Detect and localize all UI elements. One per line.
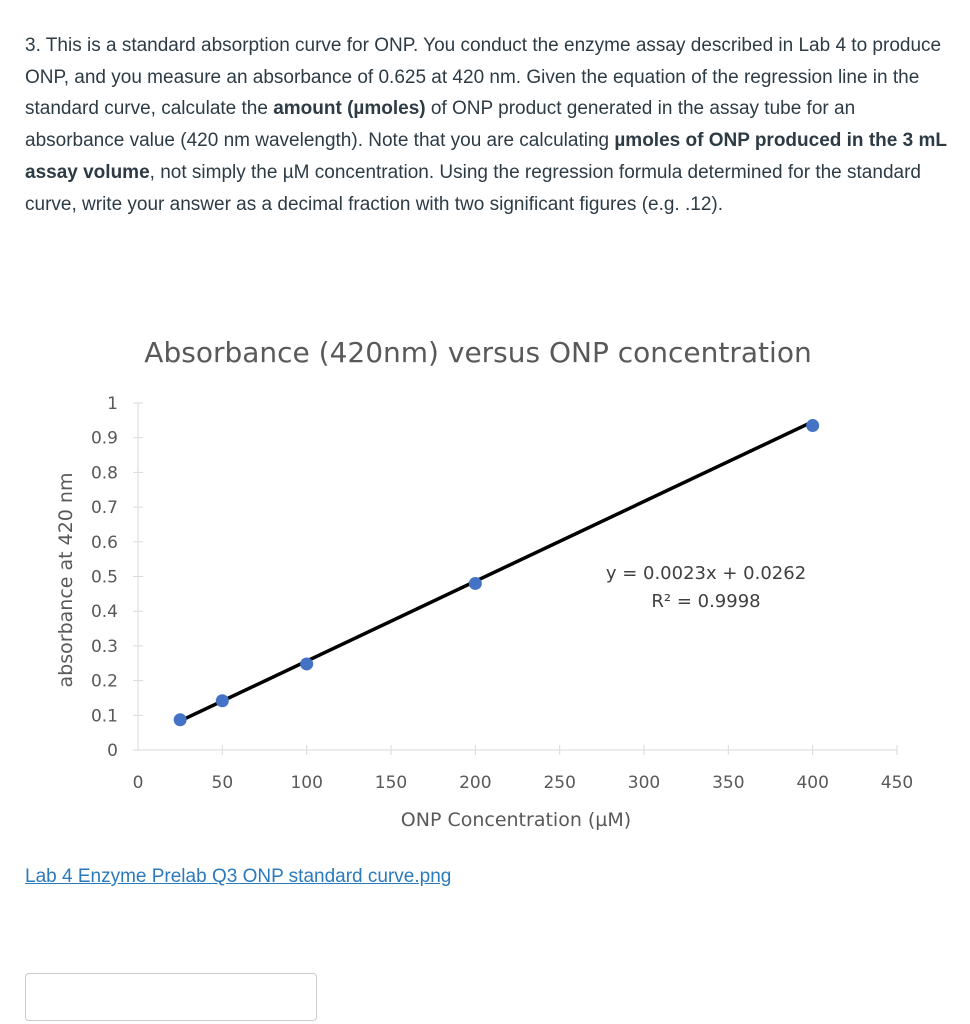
x-axis-label: ONP Concentration (µM) bbox=[400, 809, 632, 831]
question-part-1: This is a standard absorption curve for ONP. You conduct the enzyme assay described in Lab 4 to produce ONP, and you measure an absorbance of 0.625 at 420 nm. Given the equation of the regression line in the standard curve, calculate the bbox=[25, 35, 942, 120]
data-point bbox=[806, 419, 819, 432]
y-tick-label: 0.4 bbox=[90, 602, 118, 623]
question-bold-2: µmoles of ONP produced in the 3 mL assay volume bbox=[25, 130, 947, 183]
x-tick-label: 450 bbox=[880, 773, 914, 793]
answer-input[interactable] bbox=[25, 973, 317, 1021]
x-tick-label: 200 bbox=[459, 773, 492, 793]
y-axis-label: absorbance at 420 nm bbox=[55, 472, 77, 688]
r-squared: R² = 0.9998 bbox=[651, 591, 761, 612]
y-tick-label: 0.5 bbox=[90, 567, 118, 588]
x-tick-label: 0 bbox=[132, 773, 144, 793]
data-point bbox=[216, 694, 229, 707]
data-point bbox=[300, 657, 313, 670]
y-tick-label: 1 bbox=[107, 394, 118, 414]
y-tick-label: 0.9 bbox=[90, 428, 118, 449]
x-tick-label: 50 bbox=[211, 773, 234, 793]
question-part-2: of ONP product generated in the assay tube for an absorbance value (420 nm wavelength). Note that you are calculating bbox=[25, 98, 856, 152]
question-bold-1: amount (µmoles) bbox=[273, 98, 426, 120]
y-tick-label: 0.8 bbox=[90, 463, 118, 484]
x-tick-label: 300 bbox=[627, 773, 661, 793]
x-tick-label: 350 bbox=[712, 773, 745, 793]
x-tick-label: 250 bbox=[543, 773, 576, 793]
data-point bbox=[469, 577, 482, 590]
y-tick-label: 0.6 bbox=[90, 532, 118, 553]
y-tick-label: 0.7 bbox=[90, 498, 118, 519]
y-tick-label: 0 bbox=[107, 741, 118, 761]
x-tick-label: 400 bbox=[796, 773, 829, 793]
chart-title: Absorbance (420nm) versus ONP concentration bbox=[144, 336, 812, 369]
y-tick-label: 0.1 bbox=[90, 706, 118, 727]
y-tick-label: 0.3 bbox=[90, 636, 118, 657]
y-tick-label: 0.2 bbox=[90, 671, 118, 692]
x-tick-label: 150 bbox=[374, 773, 408, 793]
attachment-link[interactable]: Lab 4 Enzyme Prelab Q3 ONP standard curve.png bbox=[25, 866, 452, 887]
question-number: 3. bbox=[25, 35, 41, 56]
x-tick-label: 100 bbox=[290, 773, 323, 793]
question-part-3: , not simply the µM concentration. Using the regression formula determined for the standard curve, write your answer as a decimal fraction with two significant figures (e.g. .12). bbox=[25, 161, 921, 215]
regression-equation: y = 0.0023x + 0.0262 bbox=[605, 563, 807, 584]
data-point bbox=[174, 713, 187, 726]
